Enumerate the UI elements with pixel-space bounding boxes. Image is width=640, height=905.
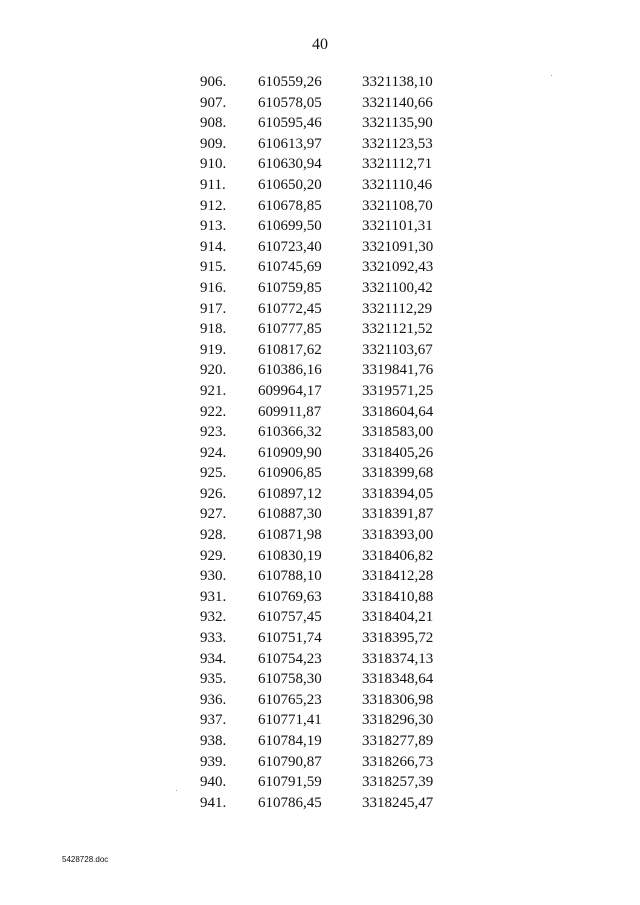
table-row: [200, 669, 452, 690]
point-number: 919.: [200, 341, 227, 358]
x-coordinate: 610771,41: [258, 712, 322, 729]
point-number: 929.: [200, 547, 227, 564]
y-coordinate: 3321135,90: [362, 115, 433, 132]
y-coordinate: 3318406,82: [362, 547, 434, 564]
point-number: 932.: [200, 609, 227, 626]
y-coordinate: 3318348,64: [362, 671, 434, 688]
table-row: [200, 793, 452, 814]
point-number: 933.: [200, 630, 227, 647]
point-number: 915.: [200, 259, 227, 276]
point-number: 935.: [200, 671, 227, 688]
x-coordinate: 610817,62: [258, 341, 322, 358]
point-number: 916.: [200, 279, 227, 296]
y-coordinate: 3318296,30: [362, 712, 434, 729]
x-coordinate: 610699,50: [258, 218, 322, 235]
point-number: 938.: [200, 733, 227, 749]
y-coordinate: 3318374,13: [362, 650, 434, 667]
y-coordinate: 3321092,43: [362, 259, 434, 276]
table-row: [200, 772, 452, 793]
x-coordinate: 610754,23: [258, 650, 322, 667]
x-coordinate: 610613,97: [258, 135, 322, 152]
x-coordinate: 610751,74: [258, 630, 322, 647]
x-coordinate: 610759,85: [258, 279, 322, 296]
y-coordinate: 3321110,46: [362, 176, 433, 193]
table-row: [200, 134, 452, 155]
table-row: [200, 381, 452, 402]
y-coordinate: 3321112,71: [362, 156, 433, 173]
table-row: [200, 319, 452, 340]
coordinate-table: [200, 72, 452, 813]
table-row: [200, 587, 452, 608]
x-coordinate: 610386,16: [258, 362, 322, 379]
point-number: 910.: [200, 156, 227, 173]
y-coordinate: 3318583,00: [362, 424, 434, 441]
table-row: [200, 484, 452, 505]
y-coordinate: 3321101,31: [362, 218, 433, 235]
x-coordinate: 610830,19: [258, 547, 322, 564]
point-number: 911.: [200, 176, 226, 193]
x-coordinate: 610578,05: [258, 94, 322, 111]
x-coordinate: 610786,45: [258, 794, 322, 811]
table-row: [200, 546, 452, 567]
y-coordinate: 3318277,89: [362, 733, 434, 749]
point-number: 918.: [200, 321, 227, 338]
x-coordinate: 610788,10: [258, 568, 322, 585]
table-row: [200, 731, 452, 752]
point-number: 921.: [200, 382, 227, 399]
x-coordinate: 610758,30: [258, 671, 322, 688]
table-row: [200, 752, 452, 773]
table-row: [200, 607, 452, 628]
x-coordinate: 610723,40: [258, 238, 322, 255]
table-row: [200, 175, 452, 196]
point-number: 913.: [200, 218, 227, 235]
x-coordinate: 610791,59: [258, 774, 322, 791]
y-coordinate: 3318404,21: [362, 609, 434, 626]
y-coordinate: 3318245,47: [362, 794, 434, 811]
x-coordinate: 610777,85: [258, 321, 322, 338]
point-number: 939.: [200, 753, 227, 770]
point-number: 920.: [200, 362, 227, 379]
point-number: 922.: [200, 403, 227, 420]
point-number: 941.: [200, 794, 227, 811]
scan-speck: [176, 790, 177, 791]
y-coordinate: 3321112,29: [362, 300, 433, 317]
y-coordinate: 3318266,73: [362, 753, 434, 770]
point-number: 940.: [200, 774, 227, 791]
table-row: [200, 257, 452, 278]
y-coordinate: 3318394,05: [362, 485, 434, 502]
table-row: [200, 299, 452, 320]
x-coordinate: 610769,63: [258, 588, 322, 605]
y-coordinate: 3318395,72: [362, 630, 434, 647]
x-coordinate: 610871,98: [258, 527, 322, 544]
y-coordinate: 3321103,67: [362, 341, 433, 358]
x-coordinate: 610678,85: [258, 197, 322, 214]
y-coordinate: 3319571,25: [362, 382, 434, 399]
x-coordinate: 610897,12: [258, 485, 322, 502]
x-coordinate: 610887,30: [258, 506, 322, 523]
point-number: 934.: [200, 650, 227, 667]
y-coordinate: 3318391,87: [362, 506, 434, 523]
x-coordinate: 610909,90: [258, 444, 322, 461]
table-row: [200, 402, 452, 423]
x-coordinate: 610630,94: [258, 156, 322, 173]
table-row: [200, 710, 452, 731]
point-number: 923.: [200, 424, 227, 441]
x-coordinate: 610757,45: [258, 609, 322, 626]
table-row: [200, 196, 452, 217]
point-number: 908.: [200, 115, 227, 132]
table-row: [200, 360, 452, 381]
y-coordinate: 3321138,10: [362, 74, 433, 90]
y-coordinate: 3318399,68: [362, 465, 434, 482]
point-number: 926.: [200, 485, 227, 502]
y-coordinate: 3318257,39: [362, 774, 434, 791]
table-row: [200, 443, 452, 464]
point-number: 924.: [200, 444, 227, 461]
table-row: [200, 340, 452, 361]
table-row: [200, 422, 452, 443]
page-number: 40: [312, 36, 328, 53]
table-row: [200, 628, 452, 649]
point-number: 907.: [200, 94, 227, 111]
point-number: 906.: [200, 74, 227, 90]
x-coordinate: 610784,19: [258, 733, 322, 749]
table-row: [200, 278, 452, 299]
point-number: 914.: [200, 238, 227, 255]
table-row: [200, 566, 452, 587]
x-coordinate: 610906,85: [258, 465, 322, 482]
table-row: [200, 525, 452, 546]
table-row: [200, 154, 452, 175]
x-coordinate: 610559,26: [258, 74, 322, 90]
x-coordinate: 610745,69: [258, 259, 322, 276]
point-number: 927.: [200, 506, 227, 523]
point-number: 937.: [200, 712, 227, 729]
point-number: 912.: [200, 197, 227, 214]
y-coordinate: 3319841,76: [362, 362, 434, 379]
x-coordinate: 610790,87: [258, 753, 322, 770]
point-number: 917.: [200, 300, 227, 317]
table-row: [200, 113, 452, 134]
table-row: [200, 237, 452, 258]
point-number: 930.: [200, 568, 227, 585]
x-coordinate: 610772,45: [258, 300, 322, 317]
point-number: 925.: [200, 465, 227, 482]
x-coordinate: 609911,87: [258, 403, 322, 420]
y-coordinate: 3321108,70: [362, 197, 433, 214]
y-coordinate: 3321100,42: [362, 279, 433, 296]
x-coordinate: 610595,46: [258, 115, 322, 132]
scan-speck: [551, 75, 552, 76]
table-row: [200, 649, 452, 670]
x-coordinate: 610366,32: [258, 424, 322, 441]
point-number: 931.: [200, 588, 227, 605]
point-number: 936.: [200, 691, 227, 708]
y-coordinate: 3318604,64: [362, 403, 434, 420]
y-coordinate: 3321123,53: [362, 135, 433, 152]
table-row: [200, 504, 452, 525]
footer-filename: 5428728.doc: [62, 855, 109, 864]
y-coordinate: 3318412,28: [362, 568, 434, 585]
y-coordinate: 3318306,98: [362, 691, 434, 708]
table-row: [200, 216, 452, 237]
point-number: 909.: [200, 135, 227, 152]
table-row: [200, 93, 452, 114]
y-coordinate: 3321140,66: [362, 94, 433, 111]
x-coordinate: 609964,17: [258, 382, 322, 399]
point-number: 928.: [200, 527, 227, 544]
y-coordinate: 3321091,30: [362, 238, 434, 255]
x-coordinate: 610765,23: [258, 691, 322, 708]
y-coordinate: 3321121,52: [362, 321, 433, 338]
table-row: [200, 690, 452, 711]
y-coordinate: 3318393,00: [362, 527, 434, 544]
table-row: [200, 463, 452, 484]
table-row: [200, 72, 452, 93]
x-coordinate: 610650,20: [258, 176, 322, 193]
y-coordinate: 3318405,26: [362, 444, 434, 461]
y-coordinate: 3318410,88: [362, 588, 434, 605]
